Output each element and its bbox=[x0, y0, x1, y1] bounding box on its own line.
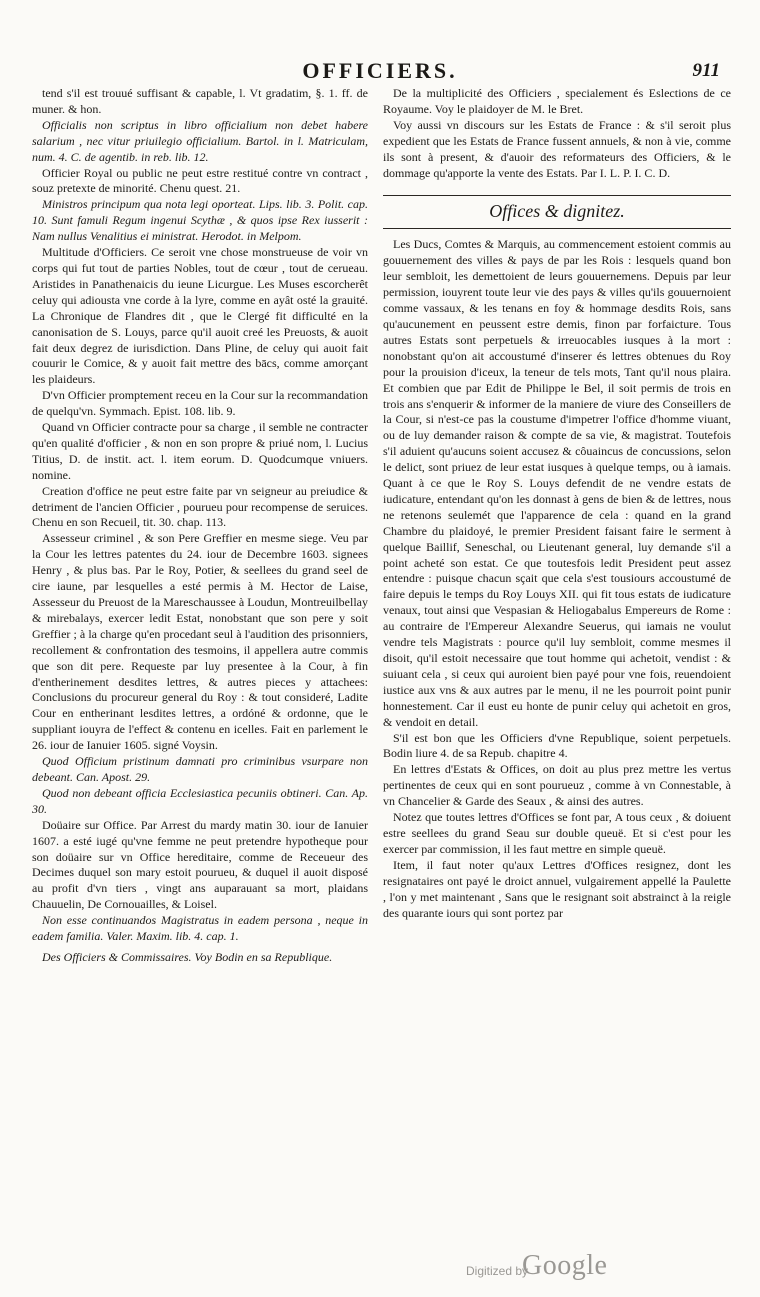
paragraph: Multitude d'Officiers. Ce seroit vne chose monstrueuse de voir vn corps qui fut tout de parties Nobles, tout de cœur , tout de cerueau. Aristides in Panathenaicis du ieune Licurgue. Les Muses escorcherêt celuy qui adiousta vne corde à la lyre, comme en ayât osté la grauité. La Chronique de Flandres dit , que le Clergé fit difficulté en la canonisation de S. Louys, parce qu'il auoit creé les Preuosts, & auoit fait deux degrez de iurisdiction. Dans Pline, de celuy qui auoit fait couurir le Comice, & y auoit fait mettre des bācs, comme amorçant les plaideurs. bbox=[32, 245, 368, 387]
paragraph: Notez que toutes lettres d'Offices se font par, A tous ceux , & doiuent estre seellees du grand Seau sur double queuë. Et si c'est pour les exercer par commission, il les faut mettre en simple queuë. bbox=[383, 810, 731, 856]
right-paragraphs bbox=[383, 237, 731, 921]
digitization-footer bbox=[466, 1252, 706, 1282]
paragraph: Ministros principum qua nota legi oporteat. Lips. lib. 3. Polit. cap. 10. Sunt famuli Regum ingenui Scythæ , & quos ipse Rex iusserit : Nam nullus Venalitius ei ministrat. Herodot. in Melpom. bbox=[32, 197, 368, 244]
right-top-paragraphs bbox=[383, 86, 731, 181]
final-note: Des Officiers & Commissaires. Voy Bodin en sa Republique. bbox=[42, 949, 333, 964]
page-title: OFFICIERS. bbox=[302, 58, 458, 83]
paragraph: Non esse continuandos Magistratus in eadem persona , neque in eadem familia. Valer. Maxim. lib. 4. cap. 1. bbox=[32, 913, 368, 944]
paragraph: Officialis non scriptus in libro officialium non debet habere salarium , nec vitur priuilegio officialium. Bartol. in l. Matriculam, num. 4. C. de agentib. in reb. lib. 12. bbox=[32, 117, 368, 164]
paragraph: Quod Officium pristinum damnati pro criminibus vsurpare non debeant. Can. Apost. 29. bbox=[32, 754, 368, 784]
digitized-by-label: Digitized by bbox=[466, 1264, 529, 1278]
paragraph: S'il est bon que les Officiers d'vne Republique, soient perpetuels. Bodin liure 4. de sa Repub. chapitre 4. bbox=[383, 730, 731, 761]
running-head bbox=[0, 58, 760, 88]
right-column bbox=[383, 86, 731, 921]
section-divider-top bbox=[383, 195, 731, 196]
left-paragraphs bbox=[32, 86, 368, 945]
paragraph: D'vn Officier promptement receu en la Cour sur la recommandation de quelqu'vn. Symmach. Epist. 108. lib. 9. bbox=[32, 388, 368, 419]
google-logo: Google bbox=[522, 1250, 608, 1281]
left-column bbox=[32, 86, 368, 966]
paragraph: Item, il faut noter qu'aux Lettres d'Offices resignez, dont les resignataires ont payé le droict annuel, vulgairement appellé la Paulette , l'on y met maintenant , Sans que le resignant soit abstrainct à la reigle des quarante iours qui sont portez par bbox=[383, 857, 731, 920]
paragraph: En lettres d'Estats & Offices, on doit au plus prez mettre les vertus pertinentes de ceux qui en sont pourueuz , comme à vn Connestable, à vn Chancelier & Garde des Seaux , & ainsi des autres. bbox=[383, 762, 731, 809]
paragraph: Officier Royal ou public ne peut estre restitué contre vn contract , souz pretexte de minorité. Chenu quest. 21. bbox=[32, 165, 368, 196]
paragraph: tend s'il est trouué suffisant & capable, l. Vt gradatim, §. 1. ff. de muner. & hon. bbox=[32, 86, 368, 116]
paragraph: Quod non debeant officia Ecclesiastica pecuniis obtineri. Can. Ap. 30. bbox=[32, 785, 368, 816]
paragraph: Creation d'office ne peut estre faite par vn seigneur au preiudice & detriment de l'ancien Officier , pourueu pour recompense de seruices. Chenu en son Recueil, tit. 30. chap. 113. bbox=[32, 483, 368, 530]
paragraph: Doüaire sur Office. Par Arrest du mardy matin 30. iour de Ianuier 1607. a esté iugé qu'vne femme ne peut pretendre hypotheque pour son doüaire sur vn Office hereditaire, comme de Receueur des Decimes duquel son mary estoit pourueu, & duquel il auoit disposé au profit d'vn tiers , vingt ans auparauant sa mort, plaidans Chauuelin, De Cornouailles, & Loisel. bbox=[32, 817, 368, 912]
page-number: 911 bbox=[692, 60, 720, 81]
section-title: Offices & dignitez. bbox=[489, 201, 625, 222]
paragraph: Assesseur criminel , & son Pere Greffier en mesme siege. Veu par la Cour les lettres patentes du 24. iour de Decembre 1603. signees Henry , & plus bas. Par le Roy, Potier, & seellees du grand seel de cire iaune, par lesquelles a esté permis à M. Hector de Laise, Assesseur du Preuost de la Mareschaussee à Loudun, Montreuilbellay & mirebalays, exercer ledit Estat, nonobstant que son pere y soit Greffier ; à la charge qu'en procedant seul à l'audition des prisonniers, recollement & confrontation des tesmoins, il appellera autre commis que son dit pere. Requeste par luy presentee à la Cour, à fin d'entherinement desdites lettres, & autres pieces y attachees: Conclusions du procureur general du Roy : & tout consideré, Ladite Cour en entherinant lesdites lettres, a ordóné & ordonne, que le suppliant iouyra de l'effect & contenu en icelles. Fait en parlement le 26. iour de Ianuier 1605. signé Voysin. bbox=[32, 531, 368, 753]
paragraph: De la multiplicité des Officiers , specialement és Eslections de ce Royaume. Voy le plaidoyer de M. le Bret. bbox=[383, 86, 731, 116]
paragraph: Voy aussi vn discours sur les Estats de France : & s'il seroit plus expedient que les Estats de France fussent annuels, & non à vie, comme ils sont à present, & d'auoir des reformateurs des Officiers, & le dommage qu'apporte la vente des Estats. Par I. L. P. I. C. D. bbox=[383, 117, 731, 180]
section-divider-bottom bbox=[383, 228, 731, 229]
paragraph: Les Ducs, Comtes & Marquis, au commencement estoient commis au gouuernement des villes & pays de par les Rois : lesquels quand bon leur sembloit, les demettoient de leurs gouuernemens. Depuis par leur permission, iouyrent toute leur vie des pays & villes qu'ils gouuernoient comme vassaux, & les tenans en foy & hommage desdits Rois, sans qu'aucunement en peussent estre demis, finon par forfaicture. Tous autres Estats sont perpetuels & irreuocables iusques à la mort : nonobstant qu'on ait accoustumé d'inserer és lettres obtenues du Roy pour la prouision d'iceux, la teneur de tels mots, Tant qu'il nous plaira. Et combien que par Edit de Philippe le Bel, il soit permis de trois en trois ans s'enquerir & informer de la maniere de viure des Conseillers de la Cour, si n'est-ce pas la coustume d'impetrer l'office d'homme viuant, ou de luy demander raison & compte de sa vie, & magistrat. Toutefois s'il aduient qu'aucuns soient accusez & côuaincus de concussions, selon le delict, sont priuez de leur estat iusques à quelque temps, ou à iamais. Quant à ce que le Roy S. Louys defendit de ne vendre estats de iudicature, entendant qu'on les donnast à gens de bien & de lettres, nous ne retenons seulemét que l'apparence de cela : quand en la grand Chambre du plaidoyé, le premier President faisant faire le serment à quelque Baillif, Seneschal, ou Lieutenant general, luy demande s'il a point acheté son estat. Ce que toutesfois ledit President peut assez entendre : puisque chacun sçait que cela s'est tousiours accoustumé de faire depuis le temps du Roy Louys XII. qui fit tous estats de iudicature venaux, tout ainsi que Vespasian & Heliogabalus Empereurs de Rome : au contraire de l'Empereur Alexandre Seuerus, qui iamais ne voulut vendre tels Magistrats : pource qu'il luy sembloit, comme mesmes il disoit, qu'il estoit necessaire que tout homme qui achetoit, vendist : & suiuant cela , si ceux qui auroient bien payé pour vne fois, reuendoient iustice aux vns & aux autres par le menu, il ne les pourroit point punir honnestement. Car il eust eu honte de punir celuy qui achetoit en gros, & vendoit en detail. bbox=[383, 237, 731, 729]
paragraph: Quand vn Officier contracte pour sa charge , il semble ne contracter qu'en qualité d'officier , & non en son propre & priué nom, l. Lucius Titius, D. de instit. act. l. item eorum. D. Quodcumque vniuers. nomine. bbox=[32, 420, 368, 482]
